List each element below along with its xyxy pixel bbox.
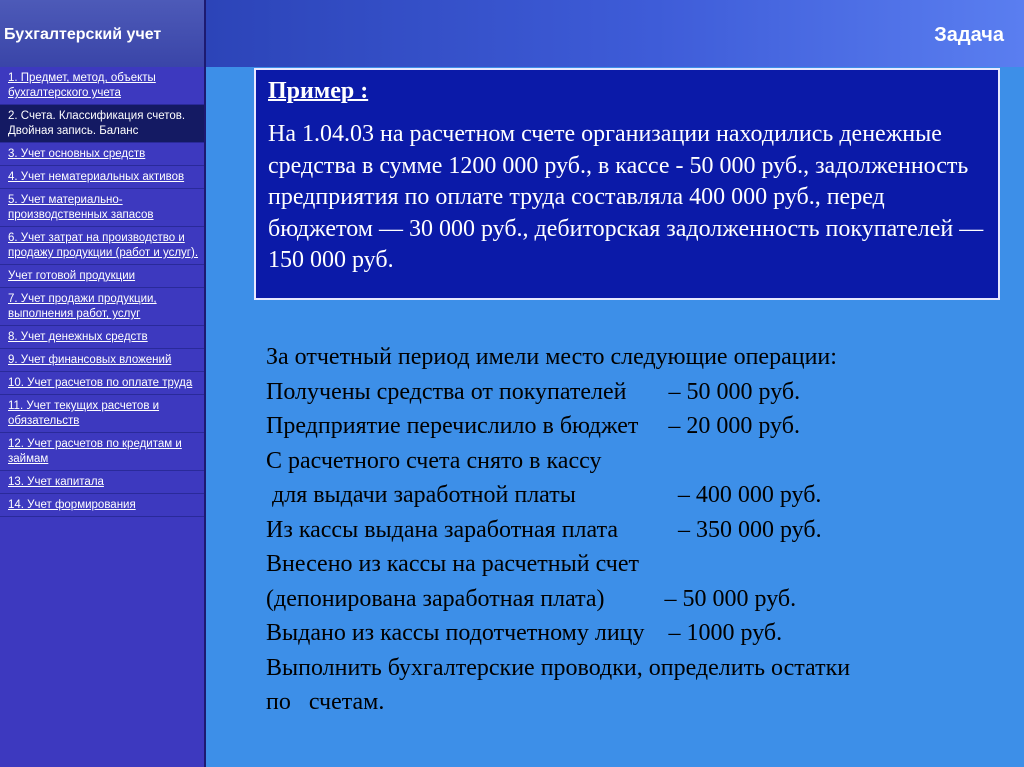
sidebar-item-13[interactable]: 12. Учет расчетов по кредитам и займам (0, 433, 204, 471)
sidebar-item-9[interactable]: 8. Учет денежных средств (0, 326, 204, 349)
example-box (254, 68, 1000, 300)
sidebar-item-2[interactable]: 2. Счета. Классификация счетов. Двойная запись. Баланс (0, 105, 204, 143)
sidebar-item-3[interactable]: 3. Учет основных средств (0, 143, 204, 166)
operation-line: Внесено из кассы на расчетный счет (266, 551, 639, 577)
operation-line: (депонирована заработная плата) – 50 000 руб. (266, 585, 797, 612)
sidebar-item-1[interactable]: 1. Предмет, метод, объекты бухгалтерского учета (0, 67, 204, 105)
operation-line: Предприятие перечислило в бюджет – 20 000 руб. (266, 413, 800, 439)
operation-line: для выдачи заработной платы – 400 000 руб. (266, 482, 822, 508)
app-title: Бухгалтерский учет (0, 0, 204, 67)
sidebar-divider (204, 0, 206, 767)
operation-line: За отчетный период имели место следующие операции: (266, 344, 837, 370)
operation-line: Получены средства от покупателей – 50 000 руб. (266, 378, 801, 405)
example-title: Пример : (268, 78, 369, 104)
sidebar-item-10[interactable]: 9. Учет финансовых вложений (0, 349, 204, 372)
operation-line: по счетам. (266, 689, 385, 715)
sidebar-nav (0, 67, 204, 767)
sidebar-item-4[interactable]: 4. Учет нематериальных активов (0, 166, 204, 189)
sidebar-item-15[interactable]: 14. Учет формирования (0, 494, 204, 517)
operation-line: Из кассы выдана заработная плата – 350 000 руб. (266, 516, 822, 543)
sidebar-item-11[interactable]: 10. Учет расчетов по оплате труда (0, 372, 204, 395)
header-bar (205, 0, 1024, 67)
operations-text (266, 340, 996, 720)
section-title: Задача (934, 24, 1004, 46)
operation-line: С расчетного счета снято в кассу (266, 447, 602, 474)
sidebar-item-12[interactable]: 11. Учет текущих расчетов и обязательств (0, 395, 204, 433)
sidebar-item-6[interactable]: 6. Учет затрат на производство и продажу продукции (работ и услуг). (0, 227, 204, 265)
sidebar-item-14[interactable]: 13. Учет капитала (0, 471, 204, 494)
operation-line: Выдано из кассы подотчетному лицу – 1000 руб. (266, 620, 783, 646)
example-text: На 1.04.03 на расчетном счете организации находились денежные средства в сумме 1200 000 руб., в кассе - 50 000 руб., задолженность предприятия по оплате труда составляла 400 000 руб., перед бюджетом — 30 000 руб., дебиторская задолженность покупателей —150 000 руб. (268, 121, 984, 273)
sidebar-item-7[interactable]: Учет готовой продукции (0, 265, 204, 288)
sidebar-item-5[interactable]: 5. Учет материально-производственных запасов (0, 189, 204, 227)
operation-line: Выполнить бухгалтерские проводки, определить остатки (266, 654, 851, 681)
sidebar-item-8[interactable]: 7. Учет продажи продукции, выполнения работ, услуг (0, 288, 204, 326)
